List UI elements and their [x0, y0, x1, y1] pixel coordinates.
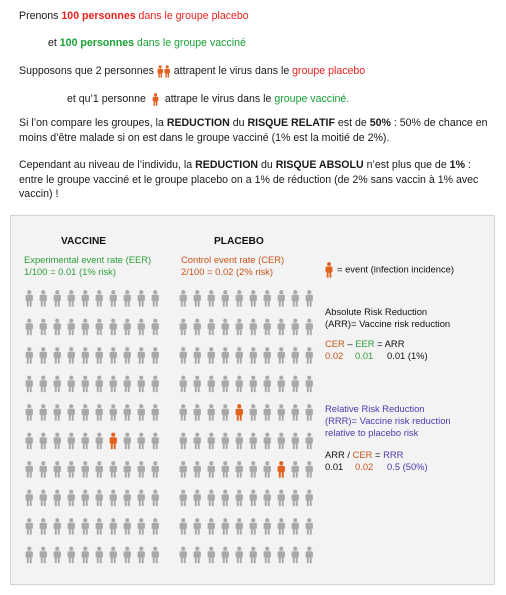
person-icon: [152, 404, 159, 420]
intro-line-vaccine: [48, 36, 246, 50]
eer-label: Experimental event rate (EER): [24, 254, 152, 265]
intro-line-placebo: [19, 9, 249, 23]
person-icon: [292, 433, 299, 449]
person-icon: [278, 347, 285, 363]
absolute-risk-paragraph: Cependant au niveau de l’individu, la REDUCTION du RISQUE ABSOLU n’est plus que de 1% : entre le groupe vacciné et le groupe placebo on a 1% de réduction (de 2% sans vaccin à 1% avec vaccin) !: [19, 159, 479, 200]
person-icon: [68, 433, 75, 449]
person-icon: [124, 290, 131, 306]
person-icon: [124, 490, 131, 506]
person-icon: [180, 433, 187, 449]
person-icon: [96, 290, 103, 306]
person-icon: [208, 376, 215, 392]
cer-label: Control event rate (CER): [181, 254, 285, 265]
person-icon: [68, 376, 75, 392]
vaccine-count: 100 personnes: [59, 37, 134, 49]
person-icon: [306, 376, 313, 392]
person-icon: [236, 490, 243, 506]
person-icon: [250, 518, 257, 534]
person-icon: [306, 518, 313, 534]
person-icon: [26, 404, 33, 420]
person-icon: [278, 433, 285, 449]
person-icon: [96, 347, 103, 363]
intro-text: attrape le virus dans le: [161, 93, 275, 105]
person-icon: [138, 433, 145, 449]
person-icon: [26, 461, 33, 477]
person-icon: [152, 461, 159, 477]
person-icon: [82, 433, 89, 449]
rrr-definition: (RRR)= Vaccine risk reduction: [325, 415, 451, 426]
person-icon: [180, 404, 187, 420]
person-icon: [194, 547, 201, 563]
person-icon: [292, 547, 299, 563]
person-icon: [222, 376, 229, 392]
risk-reduction-infographic: [10, 215, 495, 585]
person-icon: [124, 518, 131, 534]
person-icon: [306, 290, 313, 306]
person-icon: [236, 347, 243, 363]
person-icon: [68, 347, 75, 363]
person-icon: [250, 319, 257, 335]
person-icon: [110, 461, 117, 477]
person-icon: [208, 433, 215, 449]
person-icon: [208, 518, 215, 534]
person-icon: [250, 347, 257, 363]
person-icon: [138, 518, 145, 534]
person-icon: [82, 290, 89, 306]
person-icon: [180, 347, 187, 363]
person-icon: [138, 490, 145, 506]
person-icon: [180, 290, 187, 306]
person-icon: [306, 319, 313, 335]
placebo-group-label: dans le groupe placebo: [135, 10, 249, 22]
person-icon: [138, 547, 145, 563]
event-legend: = event (infection incidence): [325, 262, 454, 278]
person-icon: [54, 490, 61, 506]
person-icon: [208, 404, 215, 420]
person-icon: [194, 490, 201, 506]
person-icon: [40, 347, 47, 363]
person-icon: [40, 404, 47, 420]
person-icon: [250, 290, 257, 306]
person-icon: [82, 404, 89, 420]
person-icon: [68, 290, 75, 306]
person-icon: [124, 404, 131, 420]
arr-eer-value: 0.01: [355, 350, 374, 361]
person-icon: [110, 547, 117, 563]
person-icon: [278, 404, 285, 420]
person-icon: [96, 461, 103, 477]
vaccine-group-grid: [25, 288, 165, 574]
person-icon: [222, 461, 229, 477]
person-icon: [138, 347, 145, 363]
person-icon: [180, 490, 187, 506]
person-icon: [250, 404, 257, 420]
person-icon: [82, 461, 89, 477]
person-icon: [180, 319, 187, 335]
person-icon: [278, 290, 285, 306]
arr-result: 0.01 (1%): [387, 350, 428, 361]
person-icon: [40, 461, 47, 477]
person-icon: [96, 319, 103, 335]
arr-cer-value: 0.02: [325, 350, 344, 361]
intro-line-suppose-vaccine: [67, 92, 349, 106]
person-icon: [68, 490, 75, 506]
person-icon: [124, 547, 131, 563]
person-icon: [40, 290, 47, 306]
placebo-group-grid: [179, 288, 319, 574]
person-icon: [82, 347, 89, 363]
person-icon: [194, 319, 201, 335]
person-icon: [208, 347, 215, 363]
person-icon: [152, 347, 159, 363]
person-icon: [264, 433, 271, 449]
person-icon: [306, 547, 313, 563]
arr-title: Absolute Risk Reduction: [325, 306, 428, 317]
person-icon: [82, 319, 89, 335]
person-icon: [26, 518, 33, 534]
person-icon: [124, 319, 131, 335]
vaccine-group-label: groupe vacciné.: [274, 93, 350, 105]
person-icon: [264, 518, 271, 534]
vaccine-header: VACCINE: [61, 236, 107, 247]
person-icon: [138, 319, 145, 335]
person-icon: [222, 490, 229, 506]
person-icon: [250, 433, 257, 449]
person-icon: [208, 290, 215, 306]
rrr-formula: ARR / CER = RRR: [325, 449, 404, 460]
person-icon: [68, 547, 75, 563]
person-icon: [110, 347, 117, 363]
placebo-group-label: groupe placebo: [292, 65, 366, 77]
infected-person-icon: [110, 433, 117, 449]
person-icon: [278, 518, 285, 534]
placebo-count: 100 personnes: [61, 10, 136, 22]
rrr-result: 0.5 (50%): [387, 461, 428, 472]
rrr-cer-value: 0.02: [355, 461, 374, 472]
person-icon: [152, 376, 159, 392]
person-icon: [54, 461, 61, 477]
person-icon: [222, 404, 229, 420]
person-icon: [110, 290, 117, 306]
person-icon: [54, 319, 61, 335]
person-icon: [54, 404, 61, 420]
person-icon: [236, 290, 243, 306]
person-icon: [124, 433, 131, 449]
person-icon: [26, 319, 33, 335]
person-icon: [264, 490, 271, 506]
person-icon: [194, 404, 201, 420]
person-icon: [54, 376, 61, 392]
person-icon: [194, 433, 201, 449]
person-icon: [40, 376, 47, 392]
person-icon: [110, 376, 117, 392]
person-icon: [54, 518, 61, 534]
person-icon: [194, 518, 201, 534]
person-icon: [54, 347, 61, 363]
person-icon: [222, 319, 229, 335]
person-icon: [26, 490, 33, 506]
person-icon: [208, 547, 215, 563]
infected-person-icon: [236, 404, 243, 420]
rrr-definition-2: relative to placebo risk: [325, 427, 419, 438]
infected-person-icon: [278, 461, 285, 477]
person-icon: [96, 404, 103, 420]
person-icon: [26, 347, 33, 363]
rrr-title: Relative Risk Reduction: [325, 403, 425, 414]
person-icon: [26, 290, 33, 306]
person-icon: [96, 518, 103, 534]
person-icon: [292, 490, 299, 506]
person-icon: [180, 547, 187, 563]
person-icon: [278, 376, 285, 392]
person-icon: [236, 518, 243, 534]
person-icon: [250, 547, 257, 563]
person-icon: [306, 433, 313, 449]
person-icon: [306, 490, 313, 506]
person-icon: [264, 290, 271, 306]
person-icon: [110, 490, 117, 506]
two-infected-persons-icon: [157, 65, 171, 78]
rrr-arr-value: 0.01: [325, 461, 344, 472]
person-icon: [222, 433, 229, 449]
person-icon: [222, 290, 229, 306]
infected-person-icon: [152, 93, 159, 106]
person-icon: [292, 518, 299, 534]
person-icon: [292, 347, 299, 363]
person-icon: [278, 490, 285, 506]
person-icon: [278, 319, 285, 335]
person-icon: [26, 376, 33, 392]
person-icon: [194, 347, 201, 363]
person-icon: [40, 547, 47, 563]
person-icon: [264, 547, 271, 563]
person-icon: [152, 319, 159, 335]
person-icon: [110, 319, 117, 335]
person-icon: [82, 376, 89, 392]
person-icon: [208, 461, 215, 477]
person-icon: [138, 290, 145, 306]
person-icon: [110, 404, 117, 420]
person-icon: [40, 319, 47, 335]
eer-value: 1/100 = 0.01 (1% risk): [24, 266, 116, 277]
person-icon: [152, 433, 159, 449]
person-icon: [236, 461, 243, 477]
person-icon: [54, 290, 61, 306]
person-icon: [306, 404, 313, 420]
person-icon: [236, 319, 243, 335]
person-icon: [110, 518, 117, 534]
person-icon: [96, 376, 103, 392]
intro-line-suppose-placebo: [19, 64, 365, 78]
person-icon: [68, 461, 75, 477]
person-icon: [68, 404, 75, 420]
person-icon: [250, 461, 257, 477]
person-icon: [82, 490, 89, 506]
arr-formula: CER – EER = ARR: [325, 338, 405, 349]
person-icon: [236, 433, 243, 449]
person-icon: [194, 461, 201, 477]
person-icon: [152, 490, 159, 506]
person-icon: [138, 461, 145, 477]
person-icon: [194, 290, 201, 306]
person-icon: [208, 490, 215, 506]
person-icon: [96, 547, 103, 563]
person-icon: [180, 518, 187, 534]
person-icon: [82, 518, 89, 534]
person-icon: [208, 319, 215, 335]
person-icon: [264, 461, 271, 477]
person-icon: [292, 290, 299, 306]
person-icon: [306, 347, 313, 363]
person-icon: [138, 376, 145, 392]
person-icon: [82, 547, 89, 563]
person-icon: [222, 518, 229, 534]
intro-text: Supposons que 2 personnes: [19, 65, 154, 77]
person-icon: [54, 547, 61, 563]
intro-text: et: [48, 37, 60, 49]
person-icon: [264, 404, 271, 420]
arr-definition: (ARR)= Vaccine risk reduction: [325, 318, 451, 329]
person-icon: [40, 518, 47, 534]
intro-text: attrapent le virus dans le: [170, 65, 293, 77]
person-icon: [236, 547, 243, 563]
person-icon: [264, 376, 271, 392]
person-icon: [292, 319, 299, 335]
person-icon: [292, 376, 299, 392]
infected-person-icon: [325, 262, 333, 278]
person-icon: [152, 518, 159, 534]
person-icon: [40, 433, 47, 449]
person-icon: [40, 490, 47, 506]
person-icon: [180, 461, 187, 477]
person-icon: [250, 376, 257, 392]
person-icon: [26, 547, 33, 563]
person-icon: [124, 461, 131, 477]
person-icon: [180, 376, 187, 392]
vaccine-group-label: dans le groupe vacciné: [133, 37, 246, 49]
person-icon: [222, 347, 229, 363]
person-icon: [138, 404, 145, 420]
person-icon: [264, 347, 271, 363]
person-icon: [194, 376, 201, 392]
intro-text: Prenons: [19, 10, 62, 22]
person-icon: [222, 547, 229, 563]
person-icon: [96, 490, 103, 506]
person-icon: [236, 376, 243, 392]
person-icon: [152, 290, 159, 306]
person-icon: [124, 347, 131, 363]
person-icon: [292, 404, 299, 420]
intro-text: et qu’1 personne: [67, 93, 146, 105]
person-icon: [292, 461, 299, 477]
cer-value: 2/100 = 0.02 (2% risk): [181, 266, 273, 277]
relative-risk-paragraph: Si l’on compare les groupes, la REDUCTION du RISQUE RELATIF est de 50% : 50% de chance en moins d’être malade si on est dans le groupe vacciné (1% est la moitié de 2%).: [19, 117, 488, 144]
person-icon: [264, 319, 271, 335]
person-icon: [26, 433, 33, 449]
person-icon: [152, 547, 159, 563]
person-icon: [124, 376, 131, 392]
person-icon: [68, 319, 75, 335]
person-icon: [306, 461, 313, 477]
person-icon: [54, 433, 61, 449]
placebo-header: PLACEBO: [214, 236, 264, 247]
person-icon: [68, 518, 75, 534]
person-icon: [250, 490, 257, 506]
person-icon: [96, 433, 103, 449]
person-icon: [278, 547, 285, 563]
